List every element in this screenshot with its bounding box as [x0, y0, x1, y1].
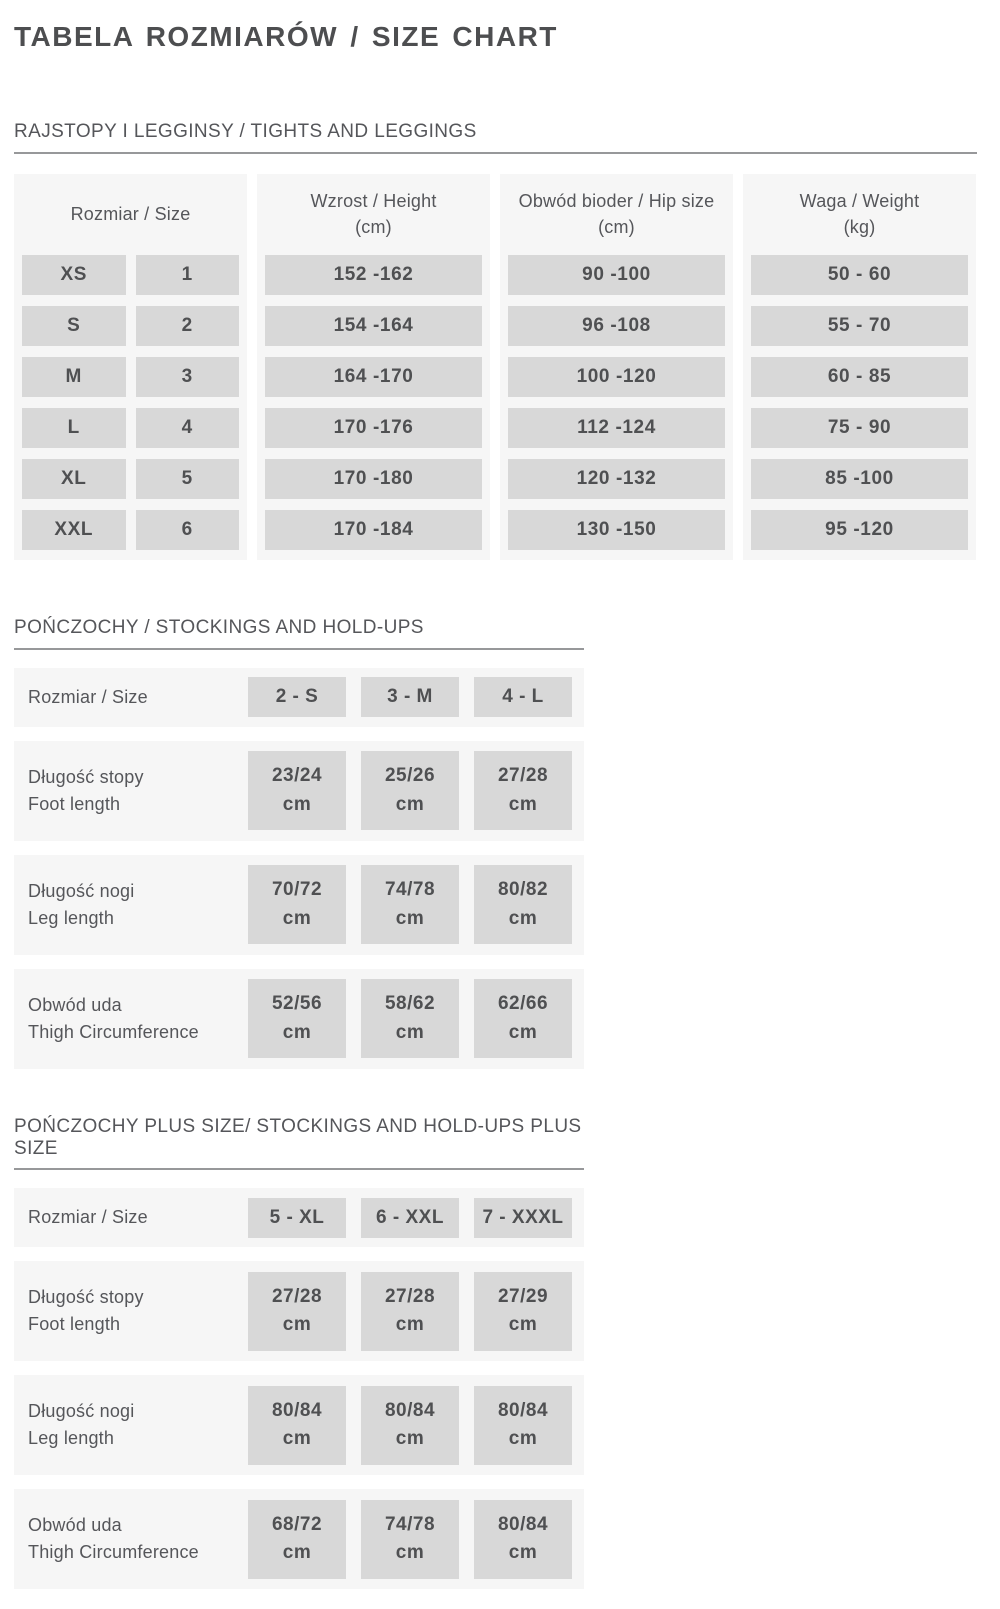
row-label-en: Leg length: [28, 907, 115, 928]
value-line: 52/56: [271, 993, 323, 1015]
row-label: [28, 878, 233, 932]
unit-line: cm: [395, 1542, 425, 1564]
size-cell: XXL: [22, 510, 126, 550]
value-line: 74/78: [384, 1513, 436, 1535]
table-row-measure: [14, 1375, 584, 1475]
size-cell: 3 - M: [361, 677, 459, 717]
value-cell: [248, 1386, 346, 1465]
stockings-table: [14, 668, 1000, 1069]
table-row-measure: [14, 741, 584, 841]
row-label: [28, 1512, 233, 1566]
value-cell: [474, 1386, 572, 1465]
value-cell: [248, 1272, 346, 1351]
value-line: 70/72: [271, 879, 323, 901]
value-cell: 100 -120: [508, 357, 725, 397]
section-tights: [14, 121, 1000, 560]
value-cell: 96 -108: [508, 306, 725, 346]
value-cell: [361, 751, 459, 830]
value-line: 80/82: [497, 879, 549, 901]
size-pair-row: [22, 408, 239, 448]
value-cell: 85 -100: [751, 459, 968, 499]
value-cell: 90 -100: [508, 255, 725, 295]
unit-line: cm: [508, 793, 538, 815]
size-cell: 5 - XL: [248, 1198, 346, 1238]
section-stockings: [14, 617, 1000, 1069]
table-row-measure: [14, 969, 584, 1069]
row-label-pl: Obwód uda: [28, 994, 122, 1015]
row-label: [28, 992, 233, 1046]
value-line: 23/24: [271, 765, 323, 787]
column-header: [508, 174, 725, 255]
unit-line: cm: [395, 1314, 425, 1336]
row-label-en: Foot length: [28, 793, 121, 814]
column-header-line: Obwód bioder / Hip size: [518, 191, 715, 212]
section-heading-tights: RAJSTOPY I LEGGINSY / TIGHTS AND LEGGINGS: [14, 121, 977, 154]
unit-line: cm: [282, 1314, 312, 1336]
tights-table: [14, 174, 976, 560]
value-line: 27/28: [497, 765, 549, 787]
value-cell: [361, 1386, 459, 1465]
value-line: 62/66: [497, 993, 549, 1015]
value-line: 80/84: [384, 1399, 436, 1421]
column-header-line: Waga / Weight: [799, 191, 920, 212]
column-header-line: Wzrost / Height: [310, 191, 437, 212]
table-row-measure: [14, 855, 584, 955]
value-cell: 154 -164: [265, 306, 482, 346]
size-cell: 2: [136, 306, 240, 346]
value-cell: 60 - 85: [751, 357, 968, 397]
value-line: 27/29: [497, 1285, 549, 1307]
value-line: 80/84: [271, 1399, 323, 1421]
value-cell: [474, 979, 572, 1058]
size-cell: 7 - XXXL: [474, 1198, 572, 1238]
value-cell: 170 -184: [265, 510, 482, 550]
size-cell: 5: [136, 459, 240, 499]
row-label-en: Leg length: [28, 1428, 115, 1449]
stockings-plus-table: [14, 1188, 1000, 1589]
size-pair-row: [22, 255, 239, 295]
value-cell: 164 -170: [265, 357, 482, 397]
row-label: [28, 1398, 233, 1452]
unit-line: cm: [282, 793, 312, 815]
size-cell: 4 - L: [474, 677, 572, 717]
value-cell: 170 -180: [265, 459, 482, 499]
value-column-group: [743, 174, 976, 560]
column-header-line: (cm): [598, 217, 635, 238]
value-cell: [361, 1500, 459, 1579]
value-cell: 95 -120: [751, 510, 968, 550]
value-line: 27/28: [271, 1285, 323, 1307]
value-line: 58/62: [384, 993, 436, 1015]
value-cell: [248, 1500, 346, 1579]
value-line: 27/28: [384, 1285, 436, 1307]
unit-line: cm: [282, 907, 312, 929]
row-label: [28, 764, 233, 818]
value-cell: [361, 1272, 459, 1351]
row-label-en: Thigh Circumference: [28, 1021, 199, 1042]
unit-line: cm: [282, 1021, 312, 1043]
value-cell: [474, 865, 572, 944]
value-line: 74/78: [384, 879, 436, 901]
row-label-pl: Długość stopy: [28, 1287, 144, 1308]
column-header-line: Rozmiar / Size: [70, 204, 191, 225]
column-header: [265, 174, 482, 255]
section-heading-stockings: POŃCZOCHY / STOCKINGS AND HOLD-UPS: [14, 617, 584, 650]
unit-line: cm: [508, 907, 538, 929]
row-label: [28, 1284, 233, 1338]
row-label: Rozmiar / Size: [28, 686, 148, 707]
value-cell: [474, 1500, 572, 1579]
size-cell: 3: [136, 357, 240, 397]
row-label-pl: Długość nogi: [28, 1401, 135, 1422]
table-row-measure: [14, 1489, 584, 1589]
column-header-line: (kg): [843, 217, 876, 238]
size-cell: XS: [22, 255, 126, 295]
value-cell: [248, 865, 346, 944]
value-cell: 75 - 90: [751, 408, 968, 448]
unit-line: cm: [395, 793, 425, 815]
section-heading-stockings-plus: POŃCZOCHY PLUS SIZE/ STOCKINGS AND HOLD-UPS PLUS SIZE: [14, 1116, 584, 1171]
size-cell: XL: [22, 459, 126, 499]
value-line: 25/26: [384, 765, 436, 787]
row-label: Rozmiar / Size: [28, 1207, 148, 1228]
value-cell: [248, 751, 346, 830]
unit-line: cm: [508, 1542, 538, 1564]
unit-line: cm: [508, 1021, 538, 1043]
value-cell: [474, 1272, 572, 1351]
row-label-en: Thigh Circumference: [28, 1542, 199, 1563]
column-header: [22, 174, 239, 255]
row-label-en: Foot length: [28, 1314, 121, 1335]
value-cell: [248, 979, 346, 1058]
table-row-measure: [14, 1261, 584, 1361]
row-label-pl: Długość nogi: [28, 880, 135, 901]
size-cell: M: [22, 357, 126, 397]
column-header-line: (cm): [355, 217, 392, 238]
section-stockings-plus: [14, 1116, 1000, 1590]
size-cell: 1: [136, 255, 240, 295]
value-cell: 55 - 70: [751, 306, 968, 346]
table-row-size: [14, 668, 584, 727]
unit-line: cm: [395, 907, 425, 929]
row-label-pl: Obwód uda: [28, 1515, 122, 1536]
column-header: [751, 174, 968, 255]
value-column-group: [257, 174, 490, 560]
size-pair-row: [22, 357, 239, 397]
size-cell: 2 - S: [248, 677, 346, 717]
size-column-group: [14, 174, 247, 560]
size-cell: 6: [136, 510, 240, 550]
value-column-group: [500, 174, 733, 560]
value-cell: 152 -162: [265, 255, 482, 295]
value-cell: 170 -176: [265, 408, 482, 448]
value-cell: 50 - 60: [751, 255, 968, 295]
size-pair-row: [22, 459, 239, 499]
page-title: TABELA ROZMIARÓW / SIZE CHART: [14, 21, 558, 52]
value-cell: 112 -124: [508, 408, 725, 448]
value-line: 80/84: [497, 1399, 549, 1421]
value-line: 68/72: [271, 1513, 323, 1535]
size-cell: L: [22, 408, 126, 448]
value-cell: 120 -132: [508, 459, 725, 499]
size-pair-row: [22, 306, 239, 346]
unit-line: cm: [508, 1314, 538, 1336]
unit-line: cm: [508, 1428, 538, 1450]
size-cell: 6 - XXL: [361, 1198, 459, 1238]
value-line: 80/84: [497, 1513, 549, 1535]
table-row-size: [14, 1188, 584, 1247]
unit-line: cm: [282, 1542, 312, 1564]
value-cell: [361, 865, 459, 944]
value-cell: [361, 979, 459, 1058]
row-label-pl: Długość stopy: [28, 766, 144, 787]
unit-line: cm: [395, 1021, 425, 1043]
unit-line: cm: [395, 1428, 425, 1450]
size-cell: S: [22, 306, 126, 346]
value-cell: [474, 751, 572, 830]
size-pair-row: [22, 510, 239, 550]
unit-line: cm: [282, 1428, 312, 1450]
size-cell: 4: [136, 408, 240, 448]
value-cell: 130 -150: [508, 510, 725, 550]
